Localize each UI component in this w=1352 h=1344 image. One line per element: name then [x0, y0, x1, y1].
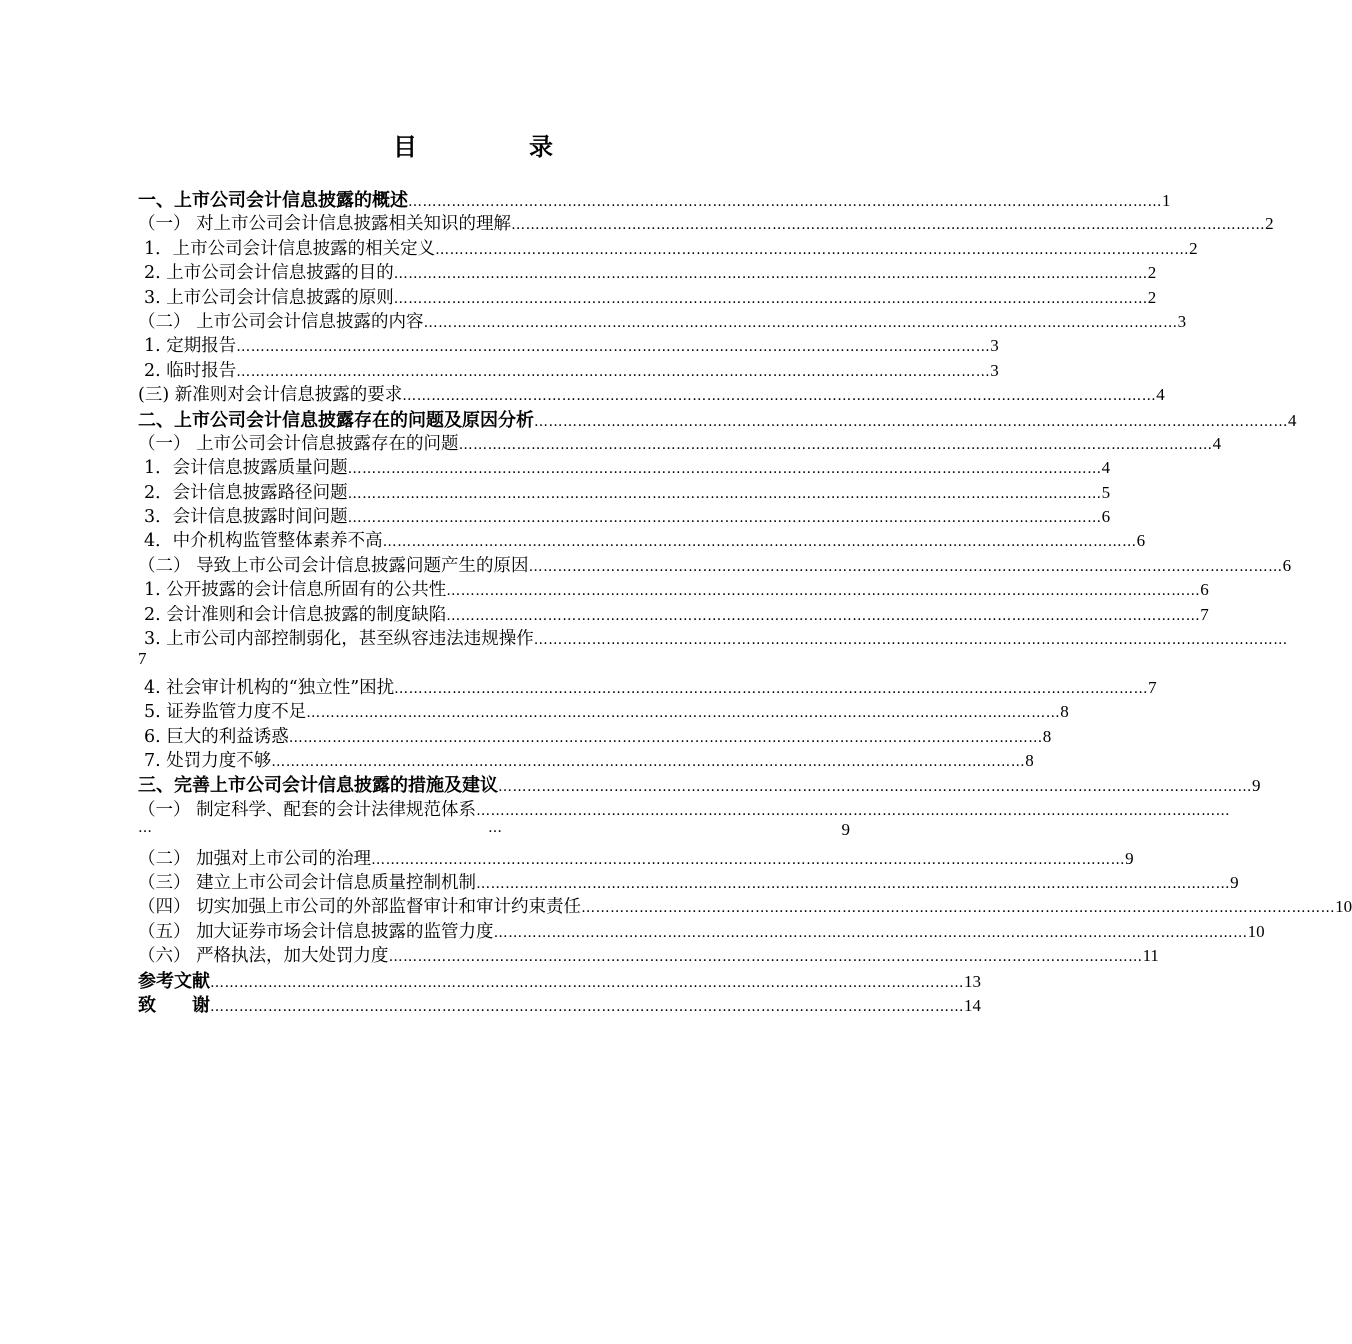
toc-entry-title: （六） 严格执法，加大处罚力度 [138, 946, 389, 967]
toc-leader-dots: ………………………………………………………………………………………………………………………………………… [458, 436, 1213, 453]
toc-heading[interactable] [138, 991, 981, 1016]
toc-page-number: 6 [1101, 507, 1111, 527]
toc-entry[interactable] [138, 552, 1292, 576]
toc-leader-dots: ………………………………………………………………………………………………………………………………………… [446, 607, 1201, 624]
toc-entry-title: 1．会计信息披露质量问题 [144, 458, 348, 479]
toc-leader-dots: ………………………………………………………………………………………………………………………………………… [511, 217, 1266, 234]
toc-page-number: 9 [1230, 872, 1239, 892]
toc-entry-title: 4．中介机构监管整体素养不高 [144, 531, 383, 552]
toc-entry[interactable] [138, 332, 999, 357]
toc-entry[interactable] [138, 893, 1352, 918]
toc-entry-title: 2．会计信息披露路径问题 [144, 482, 348, 503]
toc-leader-dots: ………………………………………………………………………………………………………………………………………… [371, 851, 1126, 868]
toc-wrap-fragment: … [138, 820, 152, 837]
toc-entry-title: （一） 制定科学、配套的会计法律规范体系 [138, 799, 477, 820]
toc-entry[interactable] [138, 869, 1239, 893]
toc-leader-dots: ………………………………………………………………………………………………………………………………………… [393, 290, 1148, 307]
toc-heading[interactable] [138, 771, 1261, 797]
toc-leader-dots: ………………………………………………………………………………………………………………………………………… [534, 413, 1288, 430]
toc-leader-dots: ………………………………………………………………………………………………………………………………………… [236, 363, 991, 380]
toc-page-number: 4 [1288, 410, 1297, 430]
toc-page-number: 7 [1148, 677, 1157, 697]
toc-entry-title: （五） 加大证券市场会计信息披露的监管力度 [138, 921, 494, 942]
toc-leader-dots: ………………………………………………………………………………………………………………………………………… [476, 802, 1231, 819]
toc-entry[interactable] [138, 845, 1134, 869]
toc-entry[interactable] [138, 430, 1222, 454]
toc-entry-title: (三) 新准则对会计信息披露的要求 [138, 385, 403, 406]
toc-entry-title: 1. 公开披露的会计信息所固有的公共性 [144, 580, 447, 601]
toc-entry[interactable] [138, 210, 1274, 235]
toc-entry-title: 致 谢 [138, 994, 210, 1016]
toc-page-number: 6 [1136, 531, 1146, 551]
toc-page-number: 10 [1335, 897, 1352, 917]
toc-wrap-fragment: 9 [841, 820, 850, 840]
toc-entry[interactable] [138, 308, 1187, 332]
toc-page-number: 2 [1265, 214, 1274, 234]
toc-entry[interactable] [138, 357, 999, 381]
toc-heading[interactable] [138, 967, 981, 992]
toc-entry-title: 三、完善上市公司会计信息披露的措施及建议 [138, 775, 498, 797]
toc-wrap-line: 7 [138, 649, 147, 669]
toc-entry[interactable] [138, 454, 1111, 479]
toc-entry[interactable] [138, 576, 1209, 601]
toc-leader-dots: ………………………………………………………………………………………………………………………………………… [493, 924, 1248, 941]
toc-page-number: 3 [990, 360, 999, 380]
toc-page-number: 2 [1147, 287, 1157, 307]
toc-entry-title: 4. 社会审计机构的“独立性”困扰 [144, 677, 395, 698]
toc-entry[interactable] [138, 942, 1159, 967]
toc-entry-title: （二） 上市公司会计信息披露的内容 [138, 311, 424, 332]
toc-entry-title: 2. 上市公司会计信息披露的目的 [144, 263, 394, 284]
toc-page-number: 1 [1162, 191, 1171, 210]
toc-leader-dots: ………………………………………………………………………………………………………………………………………… [271, 753, 1026, 770]
toc-entry[interactable] [138, 479, 1111, 503]
toc-leader-dots: ………………………………………………………………………………………………………………………………………… [423, 314, 1178, 331]
toc-entry-title: 6. 巨大的利益诱惑 [144, 726, 289, 747]
toc-page-number: 3 [990, 336, 999, 356]
toc-page-number: 6 [1200, 580, 1209, 600]
toc-entry-title: 1. 定期报告 [144, 336, 237, 357]
toc-entry-title: 5. 证券监管力度不足 [144, 702, 307, 723]
toc-wrap-fragment: … [488, 820, 502, 837]
toc-entry[interactable] [138, 625, 1288, 650]
toc-entry-title: （二） 加强对上市公司的治理 [138, 848, 372, 869]
toc-page-number: 7 [1200, 604, 1209, 624]
toc-leader-dots: ………………………………………………………………………………………………………………………………………… [347, 485, 1102, 502]
toc-page-number: 4 [1212, 433, 1222, 453]
toc-heading[interactable] [138, 406, 1297, 431]
toc-leader-dots: ………………………………………………………………………………………………………………………………………… [388, 949, 1143, 966]
toc-entry[interactable] [138, 527, 1146, 552]
toc-entry[interactable] [138, 601, 1209, 625]
toc-heading[interactable] [138, 186, 1171, 211]
toc-entry[interactable] [138, 284, 1157, 308]
toc-leader-dots: ………………………………………………………………………………………………………………………………………… [402, 388, 1157, 405]
toc-leader-dots: ………………………………………………………………………………………………………………………………………… [408, 194, 1162, 210]
toc-leader-dots: ………………………………………………………………………………………………………………………………………… [210, 998, 964, 1015]
toc-entry[interactable] [138, 747, 1034, 771]
toc-page-number: 9 [1125, 848, 1134, 868]
toc-entry-title: 二、上市公司会计信息披露存在的问题及原因分析 [138, 409, 534, 431]
toc-page-number: 11 [1142, 946, 1159, 966]
toc-leader-dots: ………………………………………………………………………………………………………………………………………… [347, 461, 1102, 478]
toc-entry-title: 7. 处罚力度不够 [144, 750, 272, 771]
toc-entry[interactable] [138, 698, 1069, 723]
toc-page-number: 3 [1177, 311, 1187, 331]
toc-leader-dots: ………………………………………………………………………………………………………………………………………… [306, 705, 1061, 722]
toc-entry-title: （一） 对上市公司会计信息披露相关知识的理解 [138, 214, 512, 235]
toc-entry-title: 2. 临时报告 [144, 360, 237, 381]
toc-entry[interactable] [138, 674, 1157, 698]
toc-entry-title: （四） 切实加强上市公司的外部监督审计和审计约束责任 [138, 897, 582, 918]
toc-entry[interactable] [138, 503, 1111, 528]
toc-wrap-line [138, 820, 850, 844]
table-of-contents [138, 186, 1352, 1016]
toc-entry-title: 3. 上市公司会计信息披露的原则 [144, 287, 394, 308]
toc-leader-dots: ………………………………………………………………………………………………………………………………………… [347, 510, 1102, 527]
toc-page-number: 4 [1101, 458, 1111, 478]
toc-entry-title: 2. 会计准则和会计信息披露的制度缺陷 [144, 604, 447, 625]
toc-entry-title: 3．会计信息披露时间问题 [144, 507, 348, 528]
toc-entry[interactable] [138, 235, 1198, 259]
toc-leader-dots: ………………………………………………………………………………………………………………………………………… [435, 241, 1190, 258]
toc-leader-dots: ………………………………………………………………………………………………………………………………………… [533, 632, 1288, 649]
toc-entry[interactable] [138, 796, 1231, 820]
toc-leader-dots: ………………………………………………………………………………………………………………………………………… [288, 729, 1043, 746]
toc-leader-dots: ………………………………………………………………………………………………………………………………………… [210, 974, 964, 991]
toc-entry-title: （二） 导致上市公司会计信息披露问题产生的原因 [138, 555, 529, 576]
toc-leader-dots: ………………………………………………………………………………………………………………………………………… [236, 339, 991, 356]
toc-entry-title: 3. 上市公司内部控制弱化，甚至纵容违法违规操作 [144, 629, 534, 650]
toc-entry[interactable] [138, 723, 1052, 747]
toc-page-number: 2 [1147, 263, 1157, 283]
toc-leader-dots: ………………………………………………………………………………………………………………………………………… [581, 900, 1336, 917]
toc-page-number: 8 [1060, 702, 1069, 722]
toc-page-number: 8 [1025, 750, 1034, 770]
toc-leader-dots: ………………………………………………………………………………………………………………………………………… [446, 583, 1201, 600]
toc-page-number: 5 [1101, 482, 1111, 502]
toc-entry-title: （一） 上市公司会计信息披露存在的问题 [138, 433, 459, 454]
toc-entry[interactable] [138, 381, 1165, 406]
toc-page-number: 2 [1189, 238, 1198, 258]
toc-entry-title: 参考文献 [138, 970, 210, 992]
toc-leader-dots: ………………………………………………………………………………………………………………………………………… [393, 266, 1148, 283]
toc-entry[interactable] [138, 918, 1265, 942]
toc-page-number: 10 [1247, 921, 1265, 941]
toc-page-number: 9 [1252, 776, 1261, 796]
toc-page-number: 13 [964, 971, 981, 991]
toc-leader-dots: ………………………………………………………………………………………………………………………………………… [528, 558, 1283, 575]
toc-leader-dots: ………………………………………………………………………………………………………………………………………… [394, 680, 1149, 697]
toc-entry-title: 一、上市公司会计信息披露的概述 [138, 190, 408, 211]
toc-page-number: 14 [964, 995, 981, 1015]
toc-entry[interactable] [138, 259, 1157, 284]
toc-page-number: 8 [1042, 726, 1052, 746]
toc-leader-dots: ………………………………………………………………………………………………………………………………………… [498, 779, 1252, 796]
toc-page-number: 6 [1282, 555, 1292, 575]
page-title: 目 录 [393, 133, 597, 161]
toc-entry-title: （三） 建立上市公司会计信息质量控制机制 [138, 872, 477, 893]
toc-leader-dots: ………………………………………………………………………………………………………………………………………… [476, 875, 1231, 892]
toc-entry-title: 1．上市公司会计信息披露的相关定义 [144, 238, 436, 259]
toc-leader-dots: ………………………………………………………………………………………………………………………………………… [382, 534, 1137, 551]
toc-page-number: 4 [1156, 385, 1165, 405]
